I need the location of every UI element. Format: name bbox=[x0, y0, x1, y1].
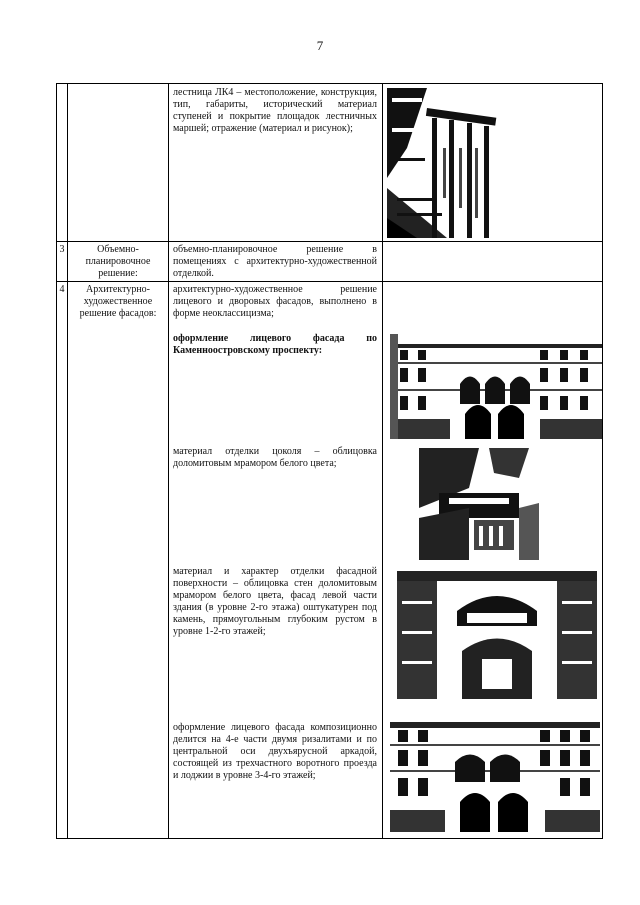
row-stair-text: лестница ЛК4 – местоположение, конструкция, тип, габариты, исторический материал ступеней и покрытие площадок лестничных маршей; отражение (материал и рисунок); bbox=[173, 87, 377, 134]
section-title: Объемно-планировочное решение: bbox=[85, 244, 151, 279]
row-number: 4 bbox=[59, 284, 65, 295]
row-planning-text: объемно-планировочное решение в помещениях с архитектурно-художественной отделкой. bbox=[173, 244, 377, 279]
column-divider bbox=[67, 84, 68, 838]
row-divider bbox=[57, 281, 602, 282]
plinth-marble-photo bbox=[419, 448, 539, 560]
staircase-railing-photo bbox=[387, 88, 501, 238]
plinth-text: материал отделки цоколя – облицовка доломитовым мрамором белого цвета; bbox=[173, 446, 377, 469]
facade-arcade-photo bbox=[390, 722, 600, 832]
row-divider bbox=[57, 241, 602, 242]
row-number: 3 bbox=[59, 244, 65, 255]
facade-overview-photo bbox=[390, 334, 602, 439]
facade-heading: оформление лицевого фасада по Каменноостровскому проспекту: bbox=[173, 333, 377, 356]
section-title: Архитектурно-художественное решение фасадов: bbox=[79, 284, 157, 319]
page-number: 7 bbox=[316, 38, 324, 53]
facade-intro-text: архитектурно-художественное решение лицевого и дворовых фасадов, выполнено в форме неоклассицизма; bbox=[173, 284, 377, 319]
column-divider bbox=[382, 84, 383, 838]
column-divider bbox=[168, 84, 169, 838]
facade-rustication-photo bbox=[397, 571, 597, 699]
composition-text: оформление лицевого фасада композиционно делится на 4-е части двумя ризалитами и по центральной оси двухъярусной аркадой, состоящей из трехчастного воротного проезда и лоджии в уровне 3-4-го этажей; bbox=[173, 722, 377, 781]
surface-finish-text: материал и характер отделки фасадной поверхности – облицовка стен доломитовым мрамором белого цвета, фасад левой части здания (в уровне 2-го этажа) оштукатурен под камень, прямоугольным глубоким рустом в уровне 1-2-го этажей; bbox=[173, 566, 377, 637]
document-table bbox=[56, 83, 603, 839]
